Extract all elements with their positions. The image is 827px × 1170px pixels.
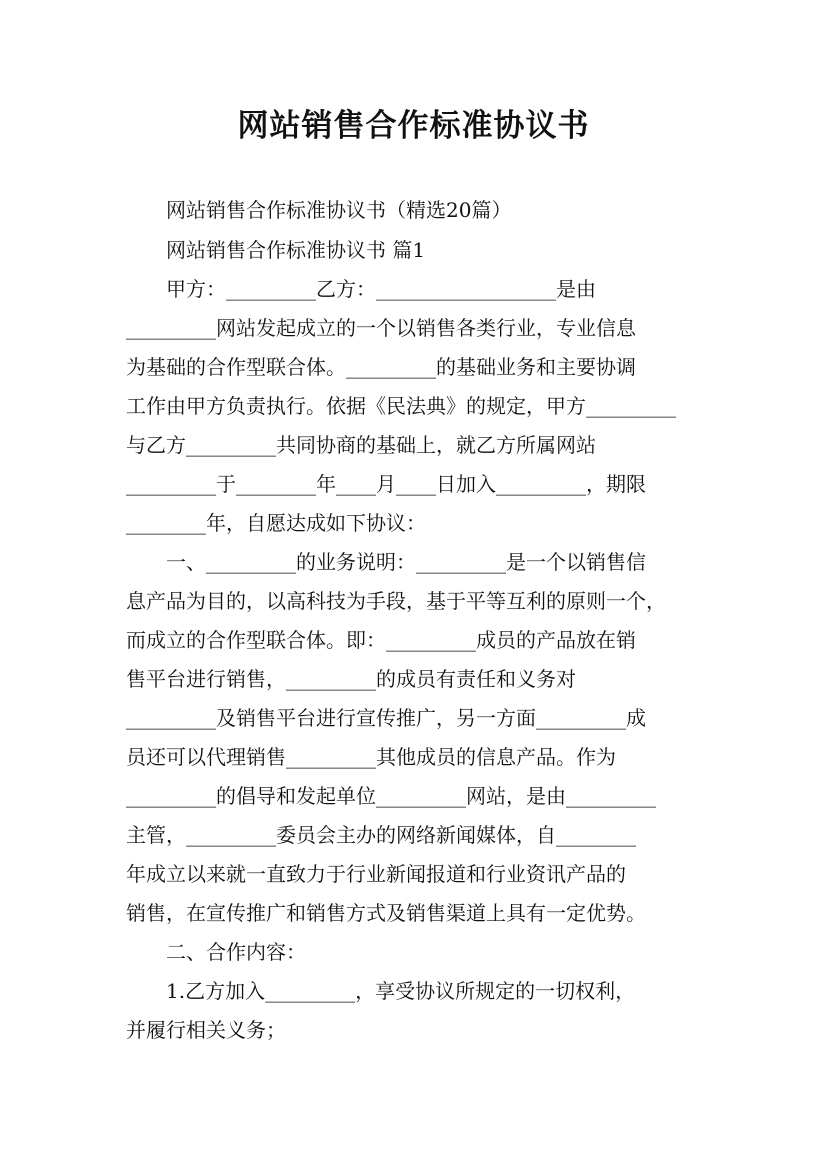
paragraph-line-19: 销售，在宣传推广和销售方式及销售渠道上具有一定优势。: [126, 901, 646, 925]
paragraph-line-20: 二、合作内容：: [126, 940, 306, 964]
paragraph-line-7: 与乙方_________共同协商的基础上，就乙方所属网站: [126, 433, 596, 457]
paragraph-line-15: 员还可以代理销售_________其他成员的信息产品。作为: [126, 745, 616, 769]
paragraph-line-22: 并履行相关义务；: [126, 1018, 286, 1042]
paragraph-line-21: 1.乙方加入_________，享受协议所规定的一切权利，: [126, 979, 636, 1003]
paragraph-line-8: _________于________年____月____日加入_________，期限: [126, 472, 646, 496]
paragraph-line-6: 工作由甲方负责执行。依据《民法典》的规定，甲方_________: [126, 394, 676, 418]
paragraph-line-5: 为基础的合作型联合体。_________的基础业务和主要协调: [126, 355, 636, 379]
paragraph-line-1: 网站销售合作标准协议书（精选20篇）: [126, 198, 512, 222]
paragraph-line-16: _________的倡导和发起单位_________网站，是由_________: [126, 784, 656, 808]
paragraph-line-12: 而成立的合作型联合体。即：_________成员的产品放在销: [126, 628, 636, 652]
paragraph-line-13: 售平台进行销售，_________的成员有责任和义务对: [126, 667, 576, 691]
paragraph-line-4: _________网站发起成立的一个以销售各类行业，专业信息: [126, 316, 636, 340]
paragraph-line-2: 网站销售合作标准协议书 篇1: [126, 238, 426, 262]
paragraph-line-11: 息产品为目的，以高科技为手段，基于平等互利的原则一个，: [126, 589, 666, 613]
paragraph-line-3: 甲方：_________乙方：__________________是由: [126, 277, 596, 301]
paragraph-line-10: 一、_________的业务说明：_________是一个以销售信: [126, 550, 646, 574]
document-title: 网站销售合作标准协议书: [237, 108, 590, 144]
paragraph-line-14: _________及销售平台进行宣传推广，另一方面_________成: [126, 706, 646, 730]
paragraph-line-18: 年成立以来就一直致力于行业新闻报道和行业资讯产品的: [126, 862, 626, 886]
paragraph-line-9: ________年，自愿达成如下协议：: [126, 511, 426, 535]
paragraph-line-17: 主管，_________委员会主办的网络新闻媒体，自________: [126, 823, 636, 847]
